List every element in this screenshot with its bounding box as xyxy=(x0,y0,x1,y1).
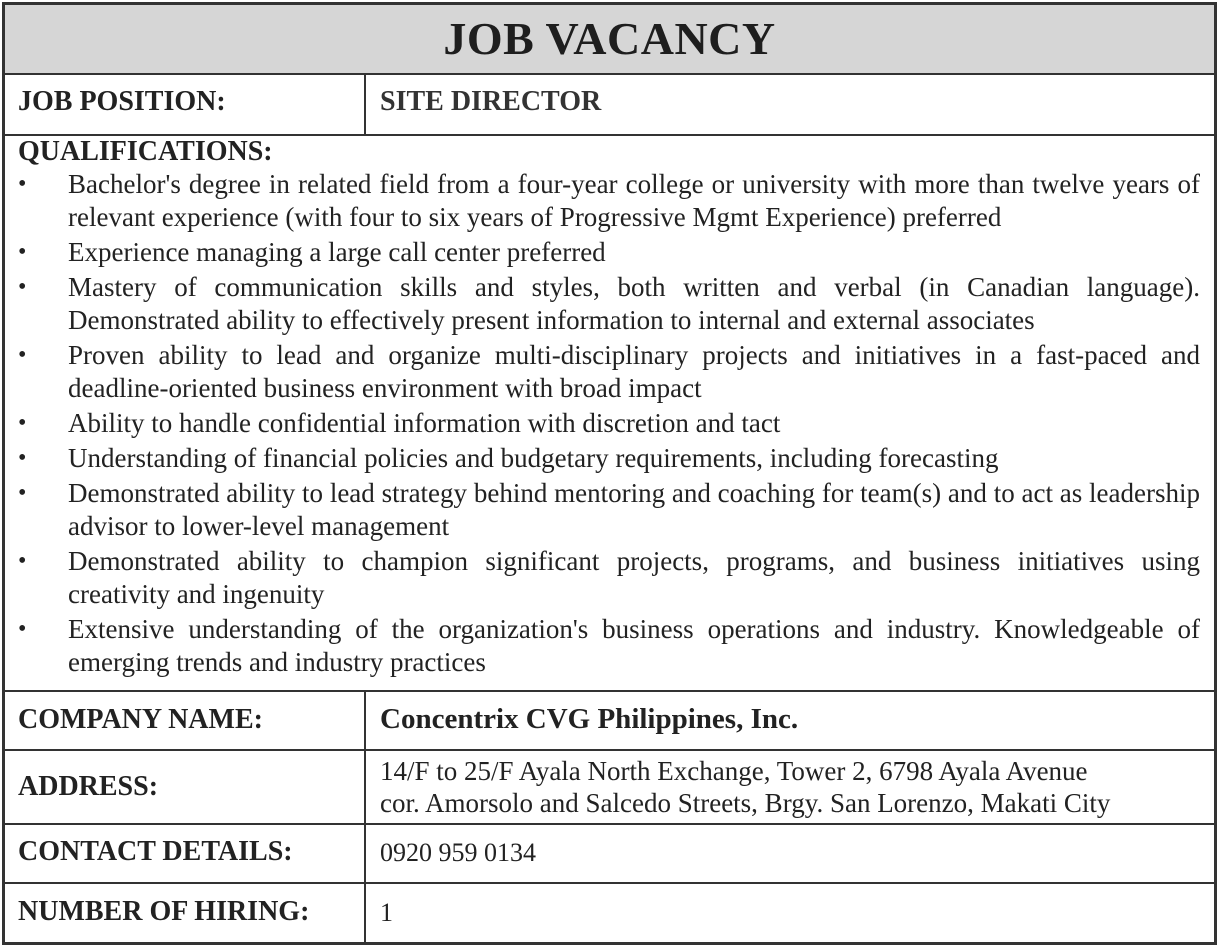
divider xyxy=(364,751,366,823)
qualification-text: Mastery of communication skills and styles, both written and verbal (in Canadian language). Demonstrated ability to effectively present information to internal and external associates xyxy=(68,272,1200,335)
qualification-text: Experience managing a large call center preferred xyxy=(68,237,606,267)
qualification-text: Ability to handle confidential information with discretion and tact xyxy=(68,408,781,438)
job-vacancy-document xyxy=(2,2,1217,945)
job-position-label: JOB POSITION: xyxy=(18,86,226,117)
bullet-icon: • xyxy=(18,616,27,642)
qualification-text: Demonstrated ability to champion significant projects, programs, and business initiatives using creativity and ingenuity xyxy=(68,546,1200,609)
divider xyxy=(364,75,366,134)
qualification-item xyxy=(5,477,1214,543)
qualification-item xyxy=(5,613,1214,679)
qualification-item xyxy=(5,271,1214,337)
address-line-2: cor. Amorsolo and Salcedo Streets, Brgy. San Lorenzo, Makati City xyxy=(380,788,1111,818)
qualification-text: Demonstrated ability to lead strategy behind mentoring and coaching for team(s) and to act as leadership advisor to lower-level management xyxy=(68,478,1200,541)
bullet-icon: • xyxy=(18,548,27,574)
company-value: Concentrix CVG Philippines, Inc. xyxy=(380,703,799,735)
document-title: JOB VACANCY xyxy=(5,5,1214,73)
divider xyxy=(364,692,366,749)
qualifications-label: QUALIFICATIONS: xyxy=(18,136,273,167)
qualification-item xyxy=(5,339,1214,405)
qualification-text: Extensive understanding of the organization's business operations and industry. Knowledgeable of emerging trends and industry practices xyxy=(68,614,1200,677)
qualification-item xyxy=(5,442,1214,475)
qualification-item xyxy=(5,545,1214,611)
qualification-item xyxy=(5,407,1214,440)
divider xyxy=(364,825,366,882)
bullet-icon: • xyxy=(18,480,27,506)
bullet-icon: • xyxy=(18,171,27,197)
company-label: COMPANY NAME: xyxy=(18,704,263,735)
contact-label: CONTACT DETAILS: xyxy=(18,836,293,867)
bullet-icon: • xyxy=(18,239,27,265)
bullet-icon: • xyxy=(18,274,27,300)
job-position-row xyxy=(5,75,1214,134)
qualification-text: Bachelor's degree in related field from a four-year college or university with more than twelve years of relevant experience (with four to six years of Progressive Mgmt Experience) preferred xyxy=(68,169,1200,232)
contact-value: 0920 959 0134 xyxy=(380,838,536,867)
hiring-label: NUMBER OF HIRING: xyxy=(18,896,310,927)
address-value xyxy=(380,755,1110,819)
job-position-value: SITE DIRECTOR xyxy=(380,86,602,117)
bullet-icon: • xyxy=(18,410,27,436)
qualification-text: Proven ability to lead and organize multi-disciplinary projects and initiatives in a fast-paced and deadline-oriented business environment with broad impact xyxy=(68,340,1200,403)
divider xyxy=(364,884,366,942)
address-row xyxy=(5,751,1214,823)
hiring-row xyxy=(5,884,1214,942)
bullet-icon: • xyxy=(18,445,27,471)
qualification-item xyxy=(5,236,1214,269)
bullet-icon: • xyxy=(18,342,27,368)
qualifications-list xyxy=(5,168,1214,681)
qualification-text: Understanding of financial policies and budgetary requirements, including forecasting xyxy=(68,443,999,473)
company-row xyxy=(5,692,1214,749)
address-line-1: 14/F to 25/F Ayala North Exchange, Tower 2, 6798 Ayala Avenue xyxy=(380,756,1088,786)
address-label: ADDRESS: xyxy=(18,771,159,802)
contact-row xyxy=(5,825,1214,882)
qualification-item xyxy=(5,168,1214,234)
hiring-value: 1 xyxy=(380,898,393,927)
